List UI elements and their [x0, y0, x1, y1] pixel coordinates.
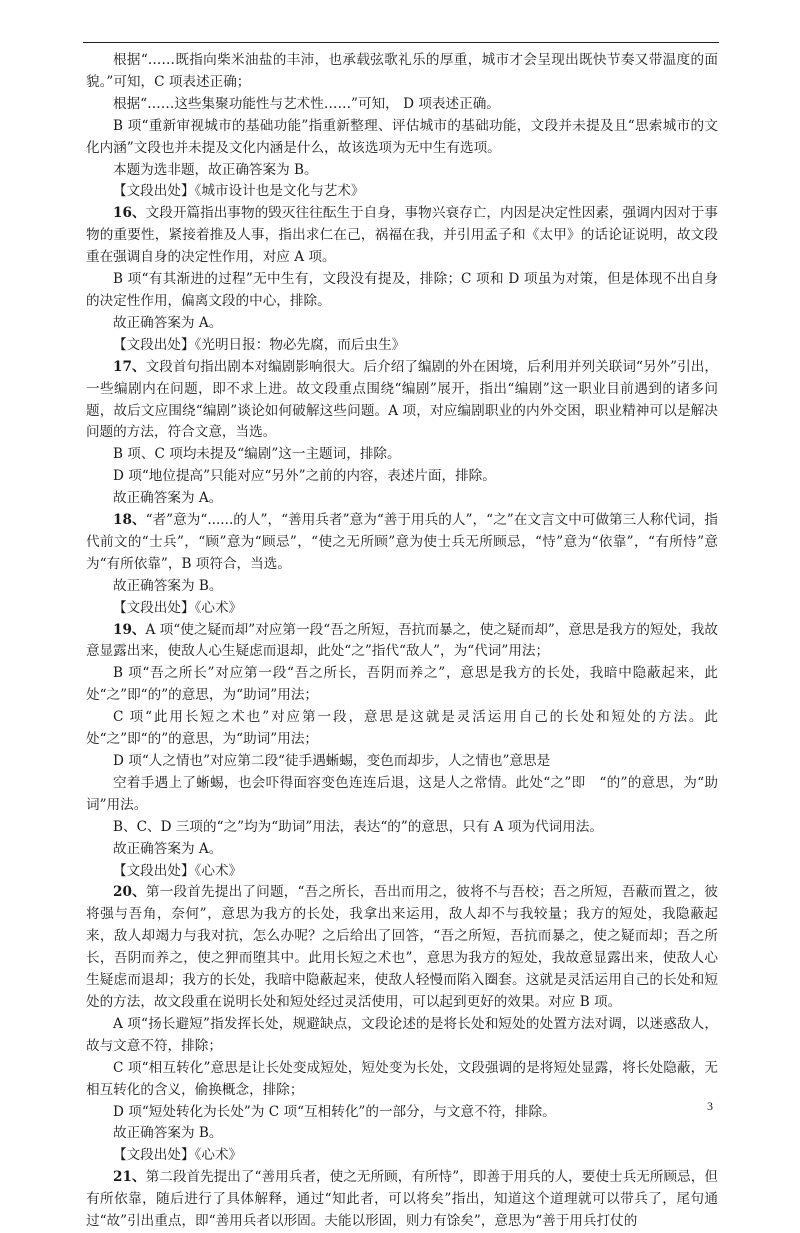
- paragraph-text: D 项“地位提高”只能对应“另外”之前的内容，表述片面，排除。: [113, 468, 496, 485]
- question-number: 21、: [113, 1169, 146, 1186]
- paragraph-text: 故正确答案为 A。: [113, 840, 223, 857]
- paragraph-text: “者”意为“......的人”，“善用兵者”意为“善于用兵的人”，“之”在文言文中可做第三人称代词，指代前文的“士兵”，“顾”意为“顾忌”，“使之无所顾”意为使士兵无所顾忌，“恃”意为“依靠”，“有所恃”意为“有所依靠”，B 项符合，当选。: [86, 512, 719, 572]
- explanation-paragraph: [86, 444, 718, 466]
- question-number: 19、: [113, 621, 146, 638]
- explanation-paragraph: [86, 466, 718, 488]
- question-explanation: [86, 882, 718, 1013]
- explanation-paragraph: [86, 116, 718, 160]
- question-number: 18、: [113, 512, 146, 529]
- explanation-paragraph: [86, 94, 718, 116]
- paragraph-text: D 项“短处转化为长处”为 C 项“互相转化”的一部分，与文意不符，排除。: [113, 1103, 556, 1120]
- paragraph-text: 故正确答案为 A。: [113, 314, 223, 331]
- explanation-paragraph: [86, 1123, 718, 1145]
- source-citation: [86, 1145, 718, 1167]
- paragraph-text: 根据“……这些集聚功能性与艺术性……”可知， D 项表述正确。: [113, 95, 500, 112]
- paragraph-text: 【文段出处】《心术》: [113, 862, 243, 879]
- paragraph-text: 第二段首先提出了“善用兵者，使之无所顾，有所恃”，即善于用兵的人，要使士兵无所顾忌，但有所依靠，随后进行了具体解释，通过“知此者，可以将矣”指出，知道这个道理就可以带兵了，尾句通过“故”引出重点，即“善用兵者以形固。夫能以形固，则力有馀矣”，意思为“善于用兵打仗的: [86, 1169, 718, 1230]
- paragraph-text: B 项“重新审视城市的基础功能”指重新整理、评估城市的基础功能，文段并未提及且“思索城市的文化内涵”文段也并未提及文化内涵是什么，故该选项为无中生有选项。: [86, 117, 718, 156]
- question-explanation: [86, 510, 718, 576]
- question-number: 16、: [113, 205, 146, 222]
- paragraph-text: B 项“吾之所长”对应第一段“吾之所长，吾阴而养之”，意思是我方的长处，我暗中隐蔽起来，此处“之”即“的”的意思，为“助词”用法；: [86, 665, 718, 704]
- explanation-paragraph: [86, 1058, 718, 1102]
- source-citation: [86, 598, 718, 620]
- explanation-paragraph: [86, 1102, 718, 1124]
- explanation-paragraph: [86, 1014, 718, 1058]
- page-number: 3: [707, 1099, 713, 1113]
- explanation-paragraph: [86, 773, 718, 817]
- question-explanation: [86, 620, 718, 664]
- paragraph-text: 故正确答案为 B。: [113, 577, 223, 594]
- question-explanation: [86, 1167, 718, 1233]
- explanation-paragraph: [86, 839, 718, 861]
- explanation-paragraph: [86, 313, 718, 335]
- header-rule: [83, 42, 719, 43]
- paragraph-text: D 项“人之情也”对应第二段“徒手遇蜥蜴，变色而却步，人之情也”意思是: [113, 753, 551, 769]
- answer-explanations: [86, 50, 718, 1233]
- paragraph-text: C 项“相互转化”意思是让长处变成短处，短处变为长处，文段强调的是将短处显露，将长处隐蔽，无相互转化的含义，偷换概念，排除；: [86, 1059, 718, 1098]
- paragraph-text: 文段首句指出剧本对编剧影响很大。后介绍了编剧的外在困境，后利用并列关联词“另外”引出，一些编剧内在问题，即不求上进。故文段重点围绕“编剧”展开，指出“编剧”这一职业目前遇到的诸多问题，故后文应围绕“编剧”谈论如何破解这些问题。A 项，对应编剧职业的内外交困，职业精神可以是解决问题的方法，符合文意，当选。: [86, 358, 718, 441]
- paragraph-text: C 项“此用长短之术也”对应第一段，意思是这就是灵活运用自己的长处和短处的方法。此处“之”即“的”的意思，为“助词”用法；: [86, 709, 718, 748]
- source-citation: [86, 181, 718, 203]
- explanation-paragraph: [86, 576, 718, 598]
- paragraph-text: 【文段出处】《心术》: [113, 1147, 243, 1164]
- question-number: 20、: [113, 884, 146, 901]
- paragraph-text: 【文段出处】《光明日报：物必先腐，而后虫生》: [113, 336, 406, 353]
- paragraph-text: B、C、D 三项的“之”均为“助词”用法，表达“的”的意思，只有 A 项为代词用法。: [113, 818, 603, 835]
- question-explanation: [86, 203, 718, 269]
- paragraph-text: 故正确答案为 A。: [113, 490, 223, 507]
- explanation-paragraph: [86, 707, 718, 751]
- paragraph-text: 故正确答案为 B。: [113, 1125, 223, 1142]
- question-number: 17、: [113, 358, 146, 375]
- explanation-paragraph: [86, 751, 718, 773]
- question-explanation: [86, 357, 718, 445]
- explanation-paragraph: [86, 663, 718, 707]
- paragraph-text: B 项、C 项均未提及“编剧”这一主题词，排除。: [113, 446, 401, 463]
- paragraph-text: 【文段出处】《城市设计也是文化与艺术》: [113, 183, 365, 200]
- explanation-paragraph: [86, 160, 718, 182]
- paragraph-text: 根据“……既指向柴米油盐的丰沛，也承载弦歌礼乐的厚重，城市才会呈现出既快节奏又带温度的面貌。”可知，C 项表述正确；: [86, 52, 718, 90]
- explanation-paragraph: [86, 50, 718, 94]
- explanation-paragraph: [86, 488, 718, 510]
- source-citation: [86, 861, 718, 883]
- paragraph-text: A 项“扬长避短”指发挥长处，规避缺点，文段论述的是将长处和短处的处置方法对调，以迷惑敌人，故与文意不符，排除；: [86, 1015, 718, 1054]
- paragraph-text: 本题为选非题，故正确答案为 B。: [113, 161, 318, 178]
- paragraph-text: B 项“有其渐进的过程”无中生有，文段没有提及，排除；C 项和 D 项虽为对策，但是体现不出自身的决定性作用，偏离文段的中心，排除。: [86, 271, 718, 309]
- paragraph-text: 文段开篇指出事物的毁灭往往酝生于自身，事物兴衰存亡，内因是决定性因素，强调内因对于事物的重要性，紧接着推及人事，指出求仁在己，祸福在我，并引用孟子和《太甲》的话论证说明，故文段重在强调自身的决定性作用，对应 A 项。: [86, 205, 719, 266]
- paragraph-text: A 项“使之疑而却”对应第一段“吾之所短，吾抗而暴之，使之疑而却”，意思是我方的短处，我故意显露出来，使敌人心生疑虑而退却，此处“之”指代“敌人”，为“代词”用法；: [86, 621, 718, 660]
- explanation-paragraph: [86, 817, 718, 839]
- source-citation: [86, 335, 718, 357]
- explanation-paragraph: [86, 269, 718, 313]
- paragraph-text: 第一段首先提出了问题，“吾之所长，吾出而用之，彼将不与吾校；吾之所短，吾蔽而置之，彼将强与吾角，奈何”，意思为我方的长处，我拿出来运用，敌人却不与我较量；我方的短处，我隐蔽起来，敌人却竭力与我对抗，怎么办呢？之后给出了回答，“吾之所短，吾抗而暴之，使之疑而却；吾之所长，吾阴而养之，使之狎而堕其中。此用长短之术也”，意思为我方的短处，我故意显露出来，使敌人心生疑虑而退却；我方的长处，我暗中隐蔽起来，使敌人轻慢而陷入圈套。这就是灵活运用自己的长处和短处的方法，故文段重在说明长处和短处经过灵活使用，可以起到更好的效果。对应 B 项。: [86, 884, 719, 1010]
- paragraph-text: 【文段出处】《心术》: [113, 599, 243, 616]
- paragraph-text: 空着手遇上了蜥蜴，也会吓得面容变色连连后退，这是人之常情。此处“之”即 “的”的意思，为“助词”用法。: [86, 774, 718, 813]
